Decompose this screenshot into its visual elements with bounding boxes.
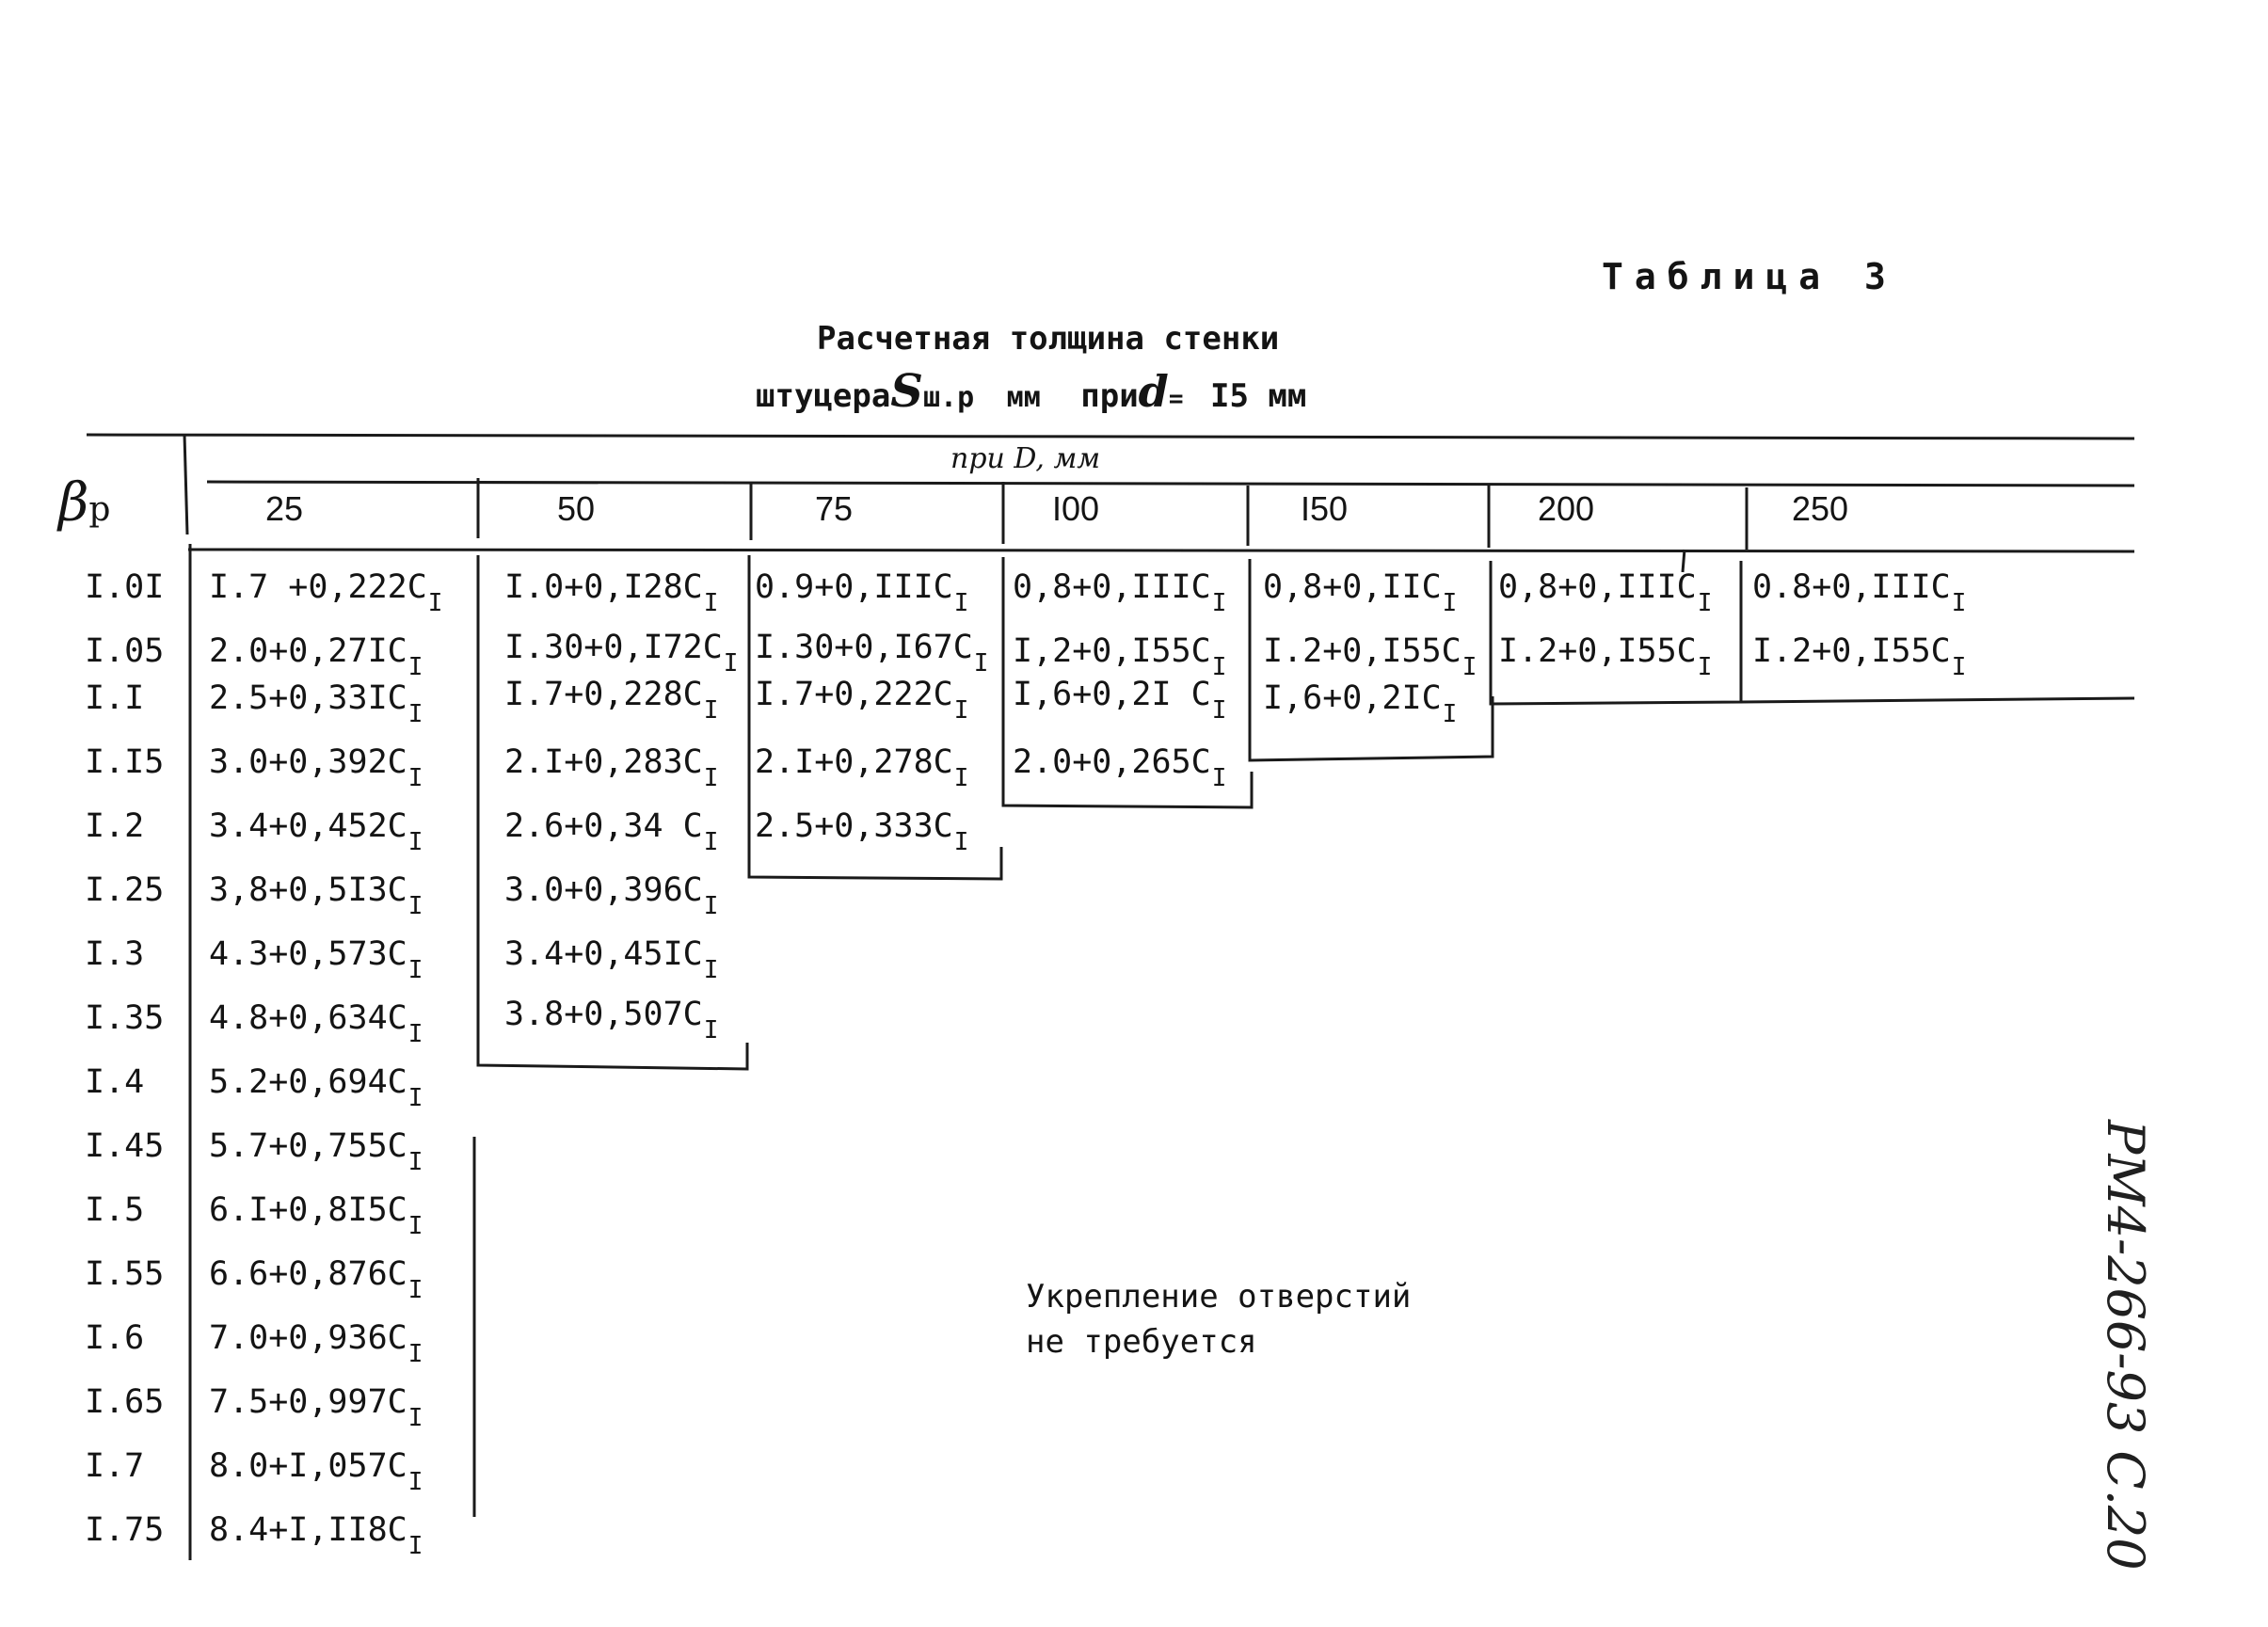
table-cell: $I.2+0,I55C_I$ bbox=[1498, 632, 1713, 681]
beta-value: I.7 bbox=[85, 1447, 145, 1485]
table-title-line1: Расчетная толщина стенки bbox=[817, 320, 1280, 358]
beta-value: I.I bbox=[85, 679, 145, 717]
table-cell: $I.30+0,I72C_I$ bbox=[504, 629, 739, 678]
table-cell: $I.7+0,228C_I$ bbox=[504, 676, 719, 725]
table-cell: $3.8+0,507C_I$ bbox=[504, 996, 719, 1045]
beta-value: I.55 bbox=[85, 1255, 165, 1293]
table-cell: $4.8+0,634C_I$ bbox=[209, 999, 423, 1048]
column-header-200: 200 bbox=[1538, 489, 1595, 528]
beta-value: I.5 bbox=[85, 1191, 145, 1229]
column-header-I00: I00 bbox=[1052, 489, 1100, 528]
title-prefix: штуцера bbox=[756, 377, 891, 415]
column-header-250: 250 bbox=[1792, 489, 1849, 528]
table-cell: $0.9+0,IIIC_I$ bbox=[755, 568, 969, 617]
table-cell: $0.8+0,IIIC_I$ bbox=[1752, 568, 1967, 617]
table-cell: $I.0+0,I28C_I$ bbox=[504, 568, 719, 617]
beta-symbol: β bbox=[58, 472, 89, 534]
beta-value: I.4 bbox=[85, 1063, 145, 1101]
title-s-sub: ш.р bbox=[922, 381, 975, 414]
beta-value: I.2 bbox=[85, 807, 145, 845]
beta-value: I.75 bbox=[85, 1511, 165, 1549]
table-cell: $5.2+0,694C_I$ bbox=[209, 1063, 423, 1112]
table-cell: I,6+0,2I $C_I$ bbox=[1013, 676, 1227, 725]
table-cell: $2.5+0,333C_I$ bbox=[755, 807, 969, 856]
table-cell: $3,8+0,5I3C_I$ bbox=[209, 871, 423, 920]
table-cell: $I.2+0,I55C_I$ bbox=[1752, 632, 1967, 681]
table-cell: $0,8+0,IIIC_I$ bbox=[1013, 568, 1227, 617]
table-cell: $2.5+0,33IC_I$ bbox=[209, 679, 423, 728]
table-cell: $I,6+0,2IC_I$ bbox=[1263, 679, 1458, 728]
table-cell: $I.7+0,222C_I$ bbox=[755, 676, 969, 725]
side-document-stamp: РМ4-266-93 С.20 bbox=[2096, 1120, 2155, 1571]
title-d-value: I5 мм bbox=[1209, 377, 1307, 415]
table-cell: $I.2+0,I55C_I$ bbox=[1263, 632, 1477, 681]
header-group-label: при D, мм bbox=[950, 442, 1101, 475]
corner-beta-header bbox=[58, 472, 110, 534]
table-cell: $2.0+0,265C_I$ bbox=[1013, 743, 1227, 792]
table-cell: $2.I+0,278C_I$ bbox=[755, 743, 969, 792]
table-cell: $3.4+0,45IC_I$ bbox=[504, 935, 719, 984]
table-cell: $3.4+0,452C_I$ bbox=[209, 807, 423, 856]
column-header-25: 25 bbox=[265, 489, 304, 528]
table-cell: $0,8+0,IIIC_I$ bbox=[1498, 568, 1713, 617]
table-cell: $2.I+0,283C_I$ bbox=[504, 743, 719, 792]
table-cell: $8.4+I,II8C_I$ bbox=[209, 1511, 423, 1560]
table-cell: $I.30+0,I67C_I$ bbox=[755, 629, 989, 678]
title-d-sub: = bbox=[1168, 385, 1184, 413]
table-cell: $I.7 +0,222C_I$ bbox=[209, 568, 443, 617]
table-cell: $2.0+0,27IC_I$ bbox=[209, 632, 423, 681]
table-cell: $6.I+0,8I5C_I$ bbox=[209, 1191, 423, 1240]
beta-value: I.25 bbox=[85, 871, 165, 909]
column-header-I50: I50 bbox=[1301, 489, 1349, 528]
table-cell: $7.5+0,997C_I$ bbox=[209, 1383, 423, 1432]
column-header-50: 50 bbox=[557, 489, 596, 528]
note-line1: Укрепление отверстий bbox=[1026, 1278, 1412, 1316]
beta-value: I.65 bbox=[85, 1383, 165, 1421]
title-s-symbol: S bbox=[890, 365, 923, 418]
table-title-line2 bbox=[756, 365, 1306, 418]
beta-sub: р bbox=[88, 490, 111, 529]
title-unit: мм bbox=[1006, 381, 1041, 414]
beta-value: I.45 bbox=[85, 1127, 165, 1165]
note-line2: не требуется bbox=[1026, 1323, 1257, 1361]
title-d-symbol: d bbox=[1138, 366, 1169, 417]
table-cell: $I,2+0,I55C_I$ bbox=[1013, 632, 1227, 681]
table-cell: $6.6+0,876C_I$ bbox=[209, 1255, 423, 1304]
table-cell: $8.0+I,057C_I$ bbox=[209, 1447, 423, 1496]
title-pri: при bbox=[1080, 377, 1139, 415]
table-cell: $7.0+0,936C_I$ bbox=[209, 1319, 423, 1368]
table-number-label: Таблица 3 bbox=[1602, 256, 1897, 297]
column-header-75: 75 bbox=[815, 489, 854, 528]
beta-value: I.I5 bbox=[85, 743, 165, 781]
beta-value: I.35 bbox=[85, 999, 165, 1037]
table-cell: $3.0+0,392C_I$ bbox=[209, 743, 423, 792]
table-cell: $4.3+0,573C_I$ bbox=[209, 935, 423, 984]
table-cell: $5.7+0,755C_I$ bbox=[209, 1127, 423, 1176]
beta-value: I.6 bbox=[85, 1319, 145, 1357]
beta-value: I.05 bbox=[85, 632, 165, 670]
table-cell: $3.0+0,396C_I$ bbox=[504, 871, 719, 920]
table-cell: $0,8+0,IIC_I$ bbox=[1263, 568, 1458, 617]
table-cell: 2.6+0,34 $C_I$ bbox=[504, 807, 719, 856]
beta-value: I.0I bbox=[85, 568, 165, 606]
beta-value: I.3 bbox=[85, 935, 145, 973]
